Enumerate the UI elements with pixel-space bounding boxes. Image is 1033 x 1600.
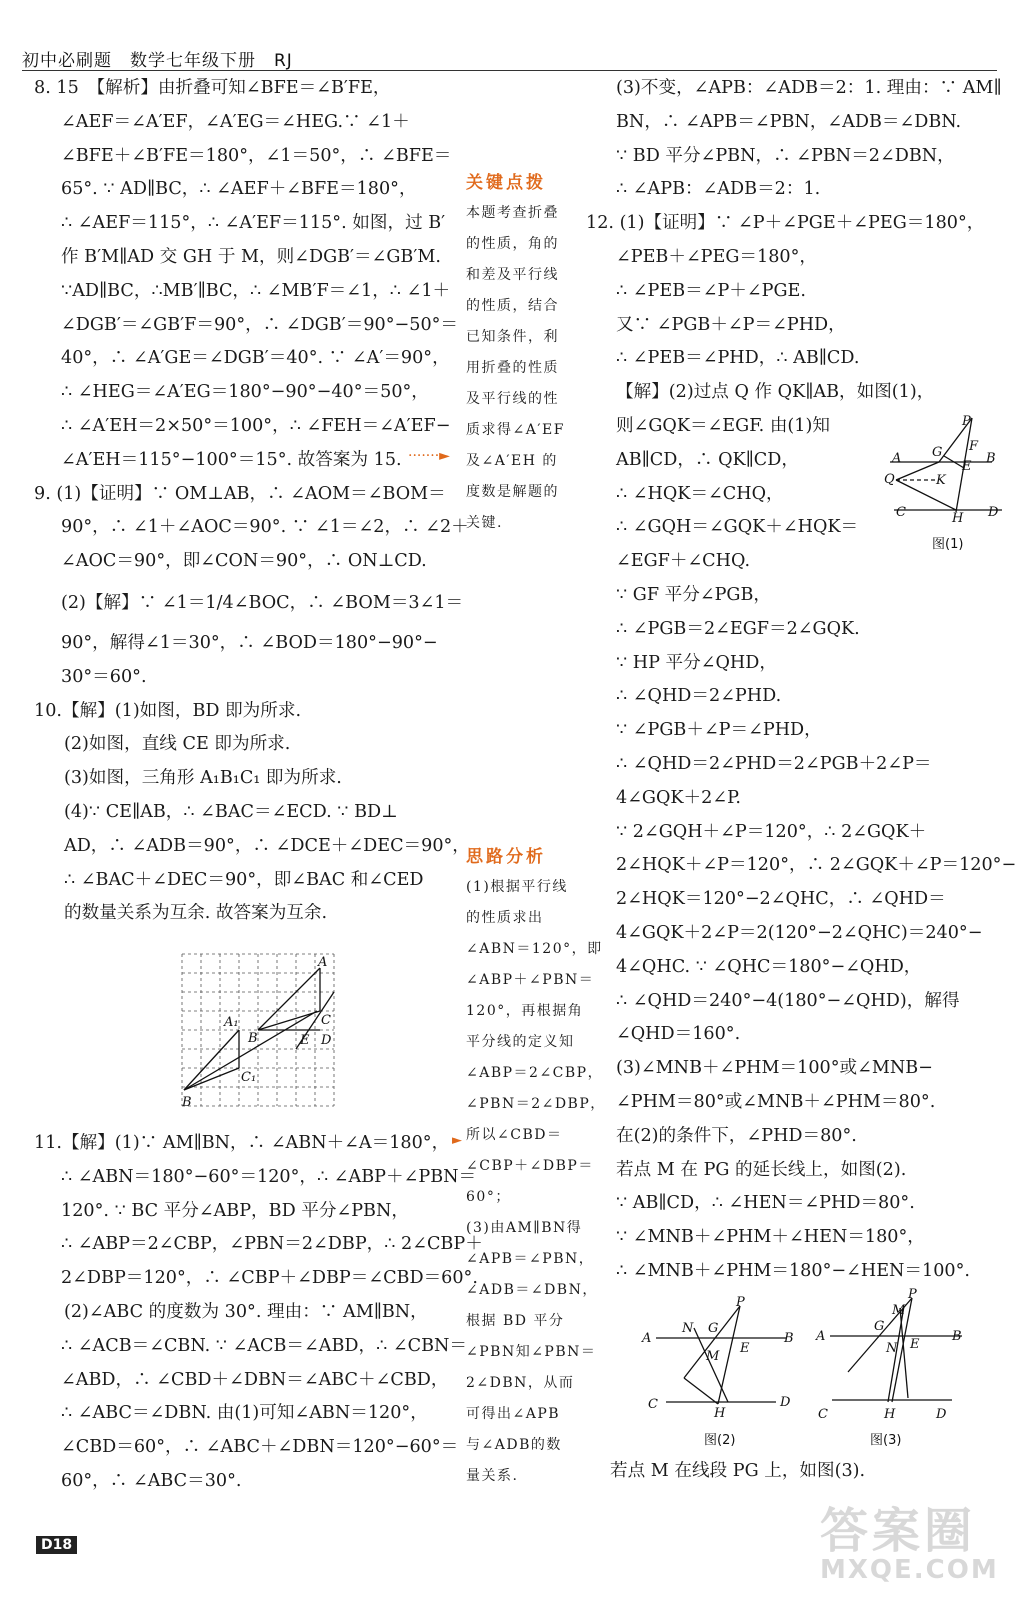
page-number: D18 [36,1536,77,1554]
svg-text:P: P [962,414,971,429]
left-column [34,72,470,931]
svg-text:B: B [182,1095,192,1110]
text-line: ∴ ∠PEB＝∠P＋∠PGE. [616,280,806,301]
svg-text:M: M [706,1349,720,1364]
text-line: ∴ ∠ABP＝2∠CBP，∠PBN＝2∠DBP，∴ 2∠CBP＋ [61,1234,483,1255]
text-line: ∴ ∠ABN＝180°−60°＝120°，∴ ∠ABP＋∠PBN＝ [61,1166,477,1187]
svg-text:C: C [818,1407,828,1422]
text-line: 2∠HQK＋∠P＝120°，∴ 2∠GQK＋∠P＝120°− [616,855,1017,876]
side-note-line: 量关系. [466,1468,519,1484]
text-line: (3)如图，三角形 A₁B₁C₁ 即为所求. [64,768,342,789]
arrow-pointer-icon: ·······► [408,448,450,464]
svg-text:A₁: A₁ [224,1015,239,1030]
svg-text:M: M [892,1303,906,1318]
text-line: 若点 M 在 PG 的延长线上，如图(2). [616,1159,907,1180]
side-note-line: 的性质求出 [466,910,544,926]
text-line: 65°. ∵ AD∥BC，∴ ∠AEF＋∠BFE＝180°， [61,179,417,200]
side-note-line: ∠ABN＝120°，即 [466,941,603,957]
text-line: ∴ ∠PGB＝2∠EGF＝2∠GQK. [616,618,860,639]
text-line: ∵ ∠PGB＋∠P＝∠PHD， [616,720,822,741]
svg-text:G: G [708,1321,719,1336]
text-line: ∴ ∠APB：∠ADB＝2：1. [616,179,821,200]
text-line: (3)∠MNB＋∠PHM＝100°或∠MNB− [616,1058,933,1079]
svg-text:A: A [318,955,328,970]
text-line: 8. 15 【解析】由折叠可知∠BFE＝∠B′FE， [34,78,391,98]
text-line: ∴ ∠GQH＝∠GQK＋∠HQK＝ [616,517,859,538]
svg-text:C: C [321,1013,331,1028]
side-note-line: ∠CBP＋∠DBP＝ [466,1158,594,1174]
text-line: ∴ ∠BAC＋∠DEC＝90°，即∠BAC 和∠CED [64,869,424,890]
side-note-line: 和差及平行线 [466,267,559,283]
text-line: ∴ ∠A′EH＝2×50°＝100°，∴ ∠FEH＝∠A′EF− [61,415,451,436]
text-line: (3)不变，∠APB：∠ADB＝2：1. 理由：∵ AM∥ [616,78,1002,98]
text-line: BN，∴ ∠APB＝∠PBN，∠ADB＝∠DBN. [616,111,962,132]
text-line: ∴ ∠MNB＋∠PHM＝180°−∠HEN＝100°. [616,1260,970,1281]
side-note-title: 关键点拨 [466,173,546,193]
watermark-line: 答案圈 [820,1503,977,1559]
text-line: ∴ ∠QHD＝240°−4(180°−∠QHD)，解得 [616,990,960,1011]
svg-text:C₁: C₁ [241,1070,257,1085]
svg-text:E: E [300,1033,310,1048]
text-line: AD，∴ ∠ADB＝90°，∴ ∠DCE＋∠DEC＝90°， [64,835,470,856]
text-line: 9. (1)【证明】∵ OM⊥AB，∴ ∠AOM＝∠BOM＝ [34,483,446,504]
text-line: ∠AEF＝∠A′EF，∠A′EG＝∠HEG.∵ ∠1＋ [61,111,410,132]
svg-text:D: D [321,1033,332,1048]
svg-text:B: B [784,1331,794,1346]
text-line: 120°. ∵ BC 平分∠ABP，BD 平分∠PBN， [61,1200,409,1221]
right-column [586,72,1017,1289]
geometry-figure-3 [812,1286,982,1452]
text-line: 4∠QHC. ∵ ∠QHC＝180°−∠QHD， [616,956,922,977]
text-line: ∵ ∠MNB＋∠PHM＋∠HEN＝180°， [616,1227,925,1248]
side-note-line: ∠PBN知∠PBN＝ [466,1344,597,1360]
side-note-line: ∠ABP＋∠PBN＝ [466,972,595,988]
svg-text:C: C [648,1397,658,1412]
svg-text:G: G [874,1319,885,1334]
text-line: ∠EGF＋∠CHQ. [616,551,751,572]
side-note-line: 度数是解题的 [466,484,559,500]
text-line: 12. (1)【证明】∵ ∠P＋∠PGE＋∠PEG＝180°， [586,213,985,234]
geometry-figure-2 [636,1292,806,1452]
text-line: 若点 M 在线段 PG 上，如图(3). [610,1461,866,1481]
text-line: 作 B′M∥AD 交 GH 于 M，则∠DGB′＝∠GB′M. [61,246,441,267]
side-note-line: (3)由AM∥BN得 [466,1220,583,1236]
text-line: ∵AD∥BC，∴MB′∥BC，∴ ∠MB′F＝∠1，∴ ∠1＋ [61,280,451,301]
side-note-key-points [466,168,578,539]
svg-text:Q: Q [884,472,895,487]
text-line: 的数量关系为互余. 故答案为互余. [64,903,328,924]
side-note-line: 与∠ADB的数 [466,1437,562,1453]
text-line: ∵ HP 平分∠QHD， [616,652,777,673]
text-line: 10.【解】(1)如图，BD 即为所求. [34,700,302,721]
svg-text:N: N [682,1321,694,1336]
text-line: 2∠DBP＝120°，∴ ∠CBP＋∠DBP＝∠CBD＝60°. [61,1268,478,1289]
svg-text:D: D [988,505,999,520]
text-line: (2)如图，直线 CE 即为所求. [64,734,291,755]
text-line: ∵ AB∥CD，∴ ∠HEN＝∠PHD＝80°. [616,1193,915,1214]
text-line: 【解】(2)过点 Q 作 QK∥AB，如图(1)， [616,382,935,403]
text-line: ∠BFE＋∠B′FE＝180°，∠1＝50°，∴ ∠BFE＝ [61,145,452,166]
text-line: AB∥CD，∴ QK∥CD， [616,449,799,470]
text-line: 又∵ ∠PGB＋∠P＝∠PHD， [616,314,846,335]
figure-1-caption: 图(1) [932,537,964,552]
text-line: ∴ ∠HQK＝∠CHQ， [616,483,784,504]
text-line: ∵ 2∠GQH＋∠P＝120°，∴ 2∠GQK＋ [616,821,927,842]
svg-text:B: B [248,1031,258,1046]
side-note-line: 质求得∠A′EF [466,422,565,438]
text-line: 4∠GQK＋2∠P＝2(120°−2∠QHC)＝240°− [616,922,983,943]
figure-3-caption: 图(3) [870,1433,902,1448]
page-header: 初中必刷题 数学七年级下册 RJ [22,51,293,71]
svg-text:K: K [936,473,946,488]
text-line: 则∠GQK＝∠EGF. 由(1)知 [616,415,830,436]
svg-text:F: F [969,439,979,454]
side-note-line: 及∠A′EH 的 [466,453,558,469]
left-column-lower [34,1127,483,1499]
side-note-line: 根据 BD 平分 [466,1313,565,1329]
text-line: 2∠HQK＝120°−2∠QHC，∴ ∠QHD＝ [616,889,946,910]
side-note-line: 平分线的定义知 [466,1034,575,1050]
text-line: ∴ ∠ABC＝∠DBN. 由(1)可知∠ABN＝120°， [61,1403,428,1424]
side-note-line: 用折叠的性质 [466,360,559,376]
side-note-line: 可得出∠APB [466,1406,561,1422]
geometry-figure-1 [884,410,1004,560]
svg-text:A: A [816,1329,826,1344]
text-line: ∴ ∠PEB＝∠PHD，∴ AB∥CD. [616,348,860,369]
side-note-line: (1)根据平行线 [466,879,568,895]
side-note-line: 已知条件，利 [466,329,559,345]
watermark [820,1492,999,1585]
svg-text:A: A [642,1331,652,1346]
svg-text:P: P [736,1295,745,1310]
svg-text:P: P [908,1287,917,1302]
text-line: ∴ ∠QHD＝2∠PHD＝2∠PGB＋2∠P＝ [616,753,932,774]
side-note-line: 的性质，结合 [466,298,559,314]
text-line: 90°，解得∠1＝30°，∴ ∠BOD＝180°−90°− [61,632,438,653]
svg-text:E: E [910,1337,920,1352]
text-line: ∴ ∠ACB＝∠CBN. ∵ ∠ACB＝∠ABD，∴ ∠CBN＝ [61,1335,468,1356]
text-line: (2)∠ABC 的度数为 30°. 理由：∵ AM∥BN， [64,1301,428,1322]
text-line: 4∠GQK＋2∠P. [616,787,741,808]
text-line: ∠A′EH＝115°−100°＝15°. 故答案为 15. [61,449,402,470]
side-note-line: ∠PBN＝2∠DBP， [466,1096,606,1112]
text-line: 90°，∴ ∠1＋∠AOC＝90°. ∵ ∠1＝∠2，∴ ∠2＋ [61,517,469,538]
text-line: ∵ BD 平分∠PBN，∴ ∠PBN＝2∠DBN， [616,145,955,166]
side-note-line: 120°，再根据角 [466,1003,584,1019]
side-note-line: 所以∠CBD＝ [466,1127,563,1143]
svg-text:B: B [986,451,996,466]
side-note-line: 关键. [466,515,503,531]
svg-text:G: G [932,445,943,460]
text-line: ∴ ∠AEF＝115°，∴ ∠A′EF＝115°. 如图，过 B′ [61,213,446,234]
text-line: ∠ABD，∴ ∠CBD＋∠DBN＝∠ABC＋∠CBD， [61,1369,449,1390]
grid-figure [180,950,342,1110]
svg-text:H: H [714,1406,726,1421]
text-line: 40°，∴ ∠A′GE＝∠DGB′＝40°. ∵ ∠A′＝90°， [61,348,450,369]
text-line: ∠QHD＝160°. [616,1024,741,1045]
text-line: 在(2)的条件下，∠PHD＝80°. [616,1125,857,1146]
watermark-line: MXQE.COM [820,1555,999,1585]
text-line: ∠PEB＋∠PEG＝180°， [616,246,817,267]
side-note-line: 本题考查折叠 [466,205,559,221]
text-line: ∵ GF 平分∠PGB， [616,584,771,605]
side-note-line: ∠ADB＝∠DBN， [466,1282,598,1298]
side-note-line: 2∠DBN，从而 [466,1375,575,1391]
header-rule [22,70,997,71]
text-line: (4)∵ CE∥AB，∴ ∠BAC＝∠ECD. ∵ BD⊥ [64,801,398,822]
side-note-line: 60°； [466,1189,511,1205]
arrow-pointer-icon: ► [452,1133,462,1148]
side-note-line: ∠ABP＝2∠CBP， [466,1065,604,1081]
figure-2-caption: 图(2) [704,1433,736,1448]
side-note-analysis [466,842,606,1492]
svg-text:N: N [886,1341,898,1356]
svg-text:E: E [740,1341,750,1356]
text-line: ∠CBD＝60°，∴ ∠ABC＋∠DBN＝120°−60°＝ [61,1437,459,1458]
svg-text:H: H [884,1407,896,1422]
svg-text:C: C [896,505,906,520]
side-note-line: ∠APB＝∠PBN， [466,1251,595,1267]
svg-text:B: B [952,1329,962,1344]
side-note-line: 及平行线的性 [466,391,559,407]
text-line: ∠DGB′＝∠GB′F＝90°，∴ ∠DGB′＝90°−50°＝ [61,314,459,335]
side-note-title: 思路分析 [466,847,546,867]
svg-text:A: A [892,451,902,466]
text-line: 11.【解】(1)∵ AM∥BN，∴ ∠ABN＋∠A＝180°， [34,1133,450,1153]
text-line: ∠PHM＝80°或∠MNB＋∠PHM＝80°. [616,1091,936,1112]
text-line: ∴ ∠HEG＝∠A′EG＝180°−90°−40°＝50°， [61,382,429,403]
text-line: 60°，∴ ∠ABC＝30°. [61,1470,242,1491]
svg-text:H: H [952,511,964,526]
text-line: (2)【解】∵ ∠1＝1/4∠BOC，∴ ∠BOM＝3∠1＝ [61,592,464,613]
svg-text:D: D [780,1395,791,1410]
text-line: ∴ ∠QHD＝2∠PHD. [616,686,782,707]
side-note-line: 的性质，角的 [466,236,559,252]
svg-text:D: D [936,1407,947,1422]
text-line: ∠AOC＝90°，即∠CON＝90°，∴ ON⊥CD. [61,551,427,572]
text-line: 30°＝60°. [61,666,147,687]
svg-text:E: E [962,459,972,474]
